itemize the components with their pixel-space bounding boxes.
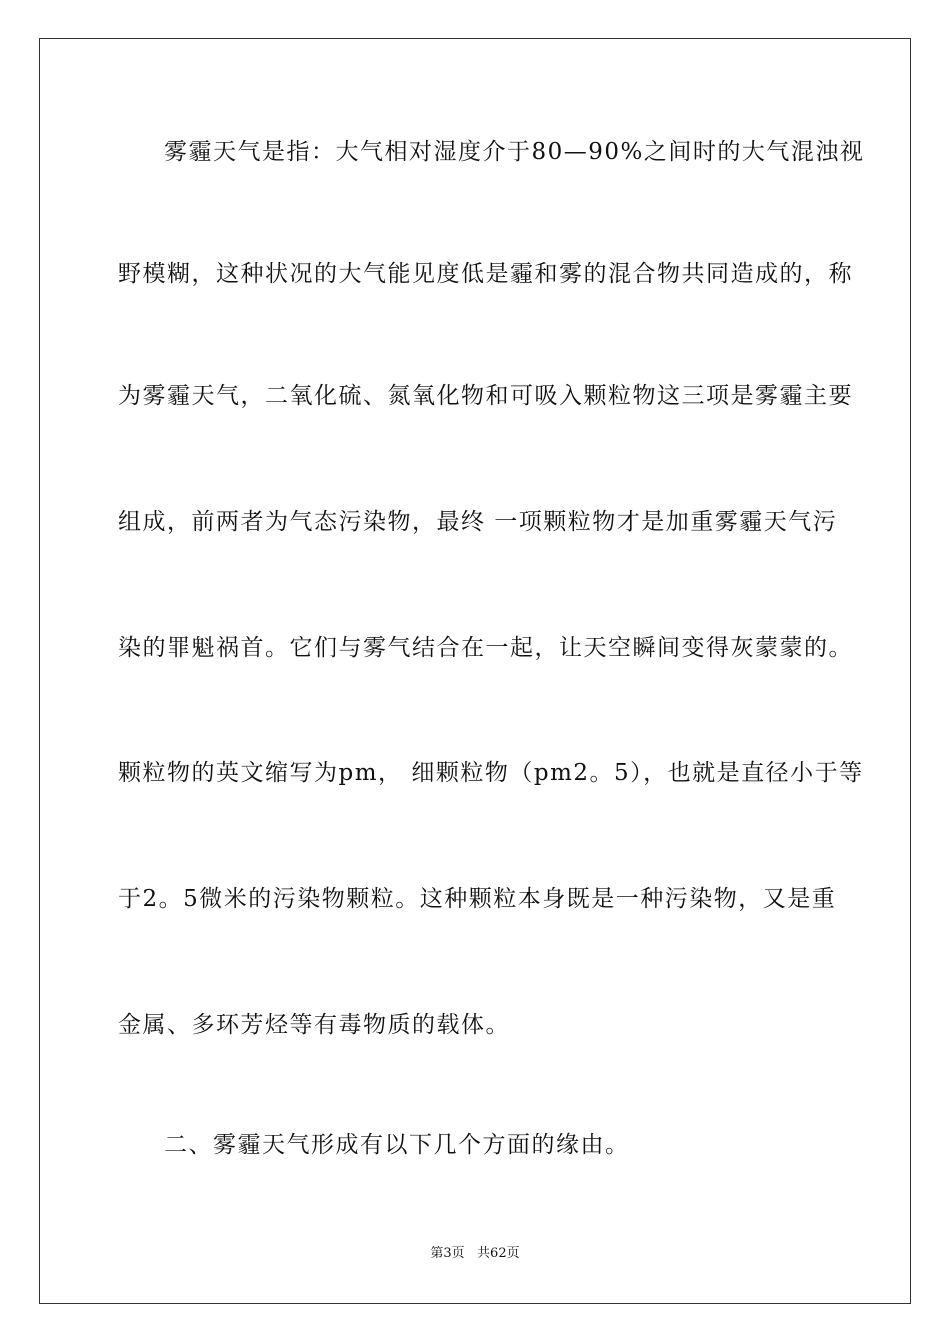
page-number-footer: 第3页 共62页 (430, 1246, 520, 1261)
section-heading: 二、雾霾天气形成有以下几个方面的缘由。 (164, 1132, 630, 1158)
paragraph-line-2: 野模糊，这种状况的大气能见度低是霾和雾的混合物共同造成的，称 (118, 261, 853, 287)
page-frame (39, 38, 911, 1304)
paragraph-line-1: 雾霾天气是指：大气相对湿度介于80—90%之间时的大气混浊视 (164, 139, 865, 165)
paragraph-line-6: 颗粒物的英文缩写为pm， 细颗粒物（pm2。5），也就是直径小于等 (118, 760, 864, 786)
paragraph-line-8: 金属、多环芳烃等有毒物质的载体。 (118, 1012, 510, 1038)
paragraph-line-4: 组成，前两者为气态污染物，最终 一项颗粒物才是加重雾霾天气污 (118, 509, 838, 535)
paragraph-line-5: 染的罪魁祸首。它们与雾气结合在一起，让天空瞬间变得灰蒙蒙的。 (118, 635, 853, 661)
paragraph-line-7: 于2。5微米的污染物颗粒。这种颗粒本身既是一种污染物，又是重 (118, 886, 837, 912)
paragraph-line-3: 为雾霾天气，二氧化硫、氮氧化物和可吸入颗粒物这三项是雾霾主要 (118, 383, 853, 409)
